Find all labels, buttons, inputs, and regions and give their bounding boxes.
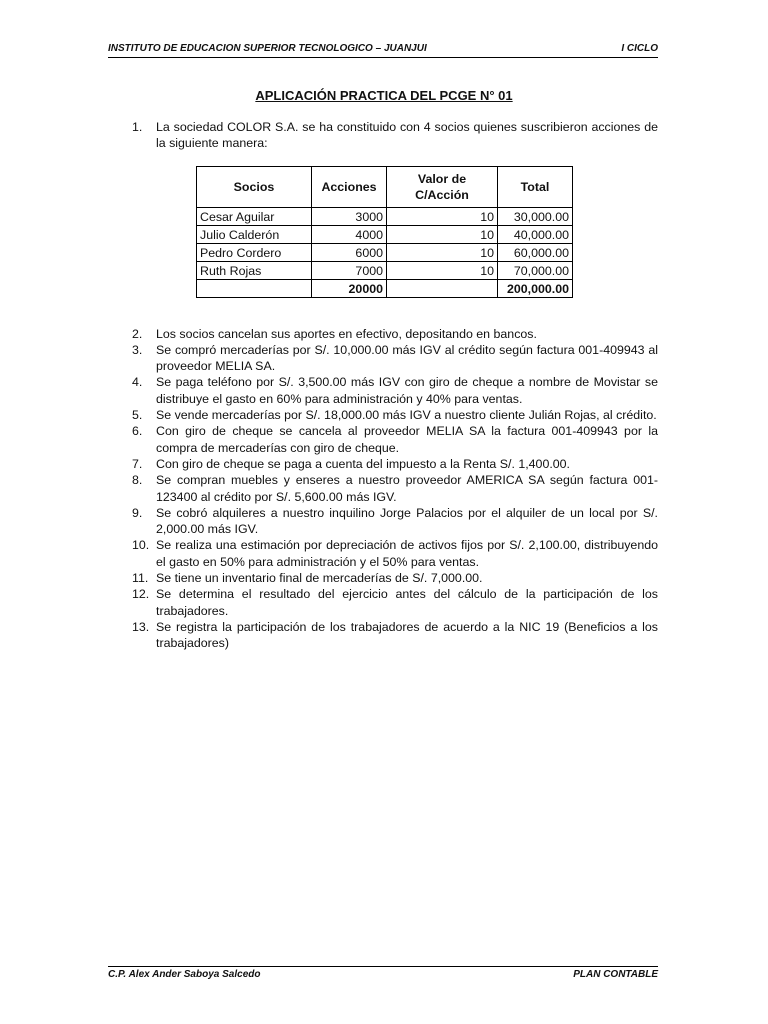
list-item: 6. Con giro de cheque se cancela al proveedor MELIA SA la factura 001-409943 por la compra de mercaderías con giro de cheque.	[132, 424, 658, 455]
table-cell: Cesar Aguilar	[197, 208, 312, 226]
list-item: 11. Se tiene un inventario final de mercaderías de S/. 7,000.00.	[132, 571, 483, 586]
table-row	[197, 262, 573, 280]
table-cell: 10	[387, 208, 498, 226]
shareholders-table	[196, 166, 573, 298]
list-item: 9. Se cobró alquileres a nuestro inquilino Jorge Palacios por el alquiler de un local por S/. 2,000.00 más IGV.	[132, 505, 658, 537]
list-item: 10. Se realiza una estimación por depreciación de activos fijos por S/. 2,100.00, distribuyendo el gasto en 50% para administración y el 50% para ventas.	[132, 538, 658, 569]
table-cell	[387, 280, 498, 298]
cycle-label: I CICLO	[621, 43, 658, 54]
page-title: APLICACIÓN PRACTICA DEL PCGE N° 01	[255, 88, 513, 103]
table-header-row	[197, 167, 573, 208]
table-cell	[197, 280, 312, 298]
table-cell: 4000	[312, 226, 387, 244]
table-cell: Ruth Rojas	[197, 262, 312, 280]
table-cell: Julio Calderón	[197, 226, 312, 244]
list-item: 5. Se vende mercaderías por S/. 18,000.00 más IGV a nuestro cliente Julián Rojas, al crédito.	[132, 408, 657, 423]
institution-name: INSTITUTO DE EDUCACION SUPERIOR TECNOLOGICO – JUANJUI	[108, 43, 427, 54]
author-name: C.P. Alex Ander Saboya Salcedo	[108, 969, 261, 980]
list-item: 7. Con giro de cheque se paga a cuenta del impuesto a la Renta S/. 1,400.00.	[132, 456, 570, 471]
table-cell: 7000	[312, 262, 387, 280]
table-cell: 40,000.00	[498, 226, 573, 244]
column-header: Socios	[197, 167, 312, 208]
total-shares: 20000	[312, 280, 387, 298]
table-cell: 10	[387, 244, 498, 262]
list-item: 4. Se paga teléfono por S/. 3,500.00 más IGV con giro de cheque a nombre de Movistar se distribuye el gasto en 60% para administración y 40% para ventas.	[132, 375, 658, 406]
column-header: Acciones	[312, 167, 387, 208]
table-row	[197, 208, 573, 226]
table-cell: Pedro Cordero	[197, 244, 312, 262]
total-amount: 200,000.00	[498, 280, 573, 298]
list-item: 2. Los socios cancelan sus aportes en efectivo, depositando en bancos.	[132, 326, 537, 341]
list-item: 13. Se registra la participación de los trabajadores de acuerdo a la NIC 19 (Beneficios a los trabajadores)	[132, 619, 658, 651]
list-item: 8. Se compran muebles y enseres a nuestro proveedor AMERICA SA según factura 001-123400 al crédito por S/. 5,600.00 más IGV.	[132, 473, 658, 504]
list-item: 3. Se compró mercaderías por S/. 10,000.00 más IGV al crédito según factura 001-409943 al proveedor MELIA SA.	[132, 342, 658, 374]
table-row	[197, 244, 573, 262]
column-header: Total	[498, 167, 573, 208]
table-row	[197, 226, 573, 244]
table-cell: 60,000.00	[498, 244, 573, 262]
column-header: Valor de C/Acción	[387, 167, 498, 208]
table-cell: 3000	[312, 208, 387, 226]
table-cell: 70,000.00	[498, 262, 573, 280]
course-name: PLAN CONTABLE	[573, 969, 658, 980]
page-header	[108, 43, 658, 58]
table-total-row	[197, 280, 573, 298]
table-cell: 10	[387, 262, 498, 280]
table-cell: 30,000.00	[498, 208, 573, 226]
table-cell: 6000	[312, 244, 387, 262]
page-footer	[108, 966, 658, 980]
list-item: 1. La sociedad COLOR S.A. se ha constituido con 4 socios quienes suscribieron acciones de la siguiente manera:	[132, 120, 658, 151]
list-item: 12. Se determina el resultado del ejercicio antes del cálculo de la participación de los trabajadores.	[132, 587, 658, 618]
table-cell: 10	[387, 226, 498, 244]
